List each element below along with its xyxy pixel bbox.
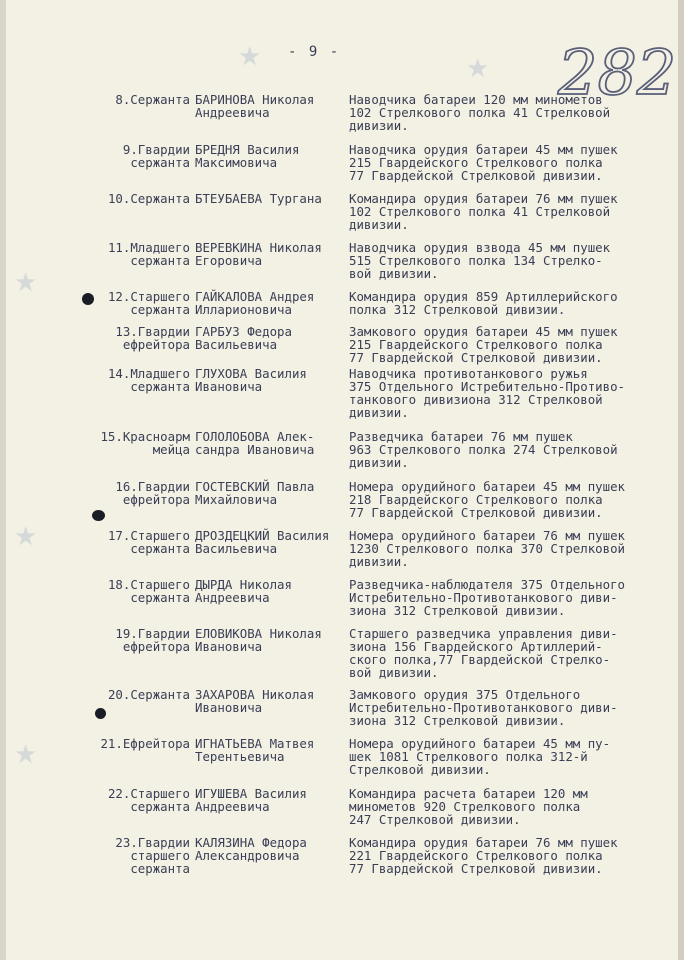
svg-text:282: 282 xyxy=(558,36,677,109)
role-line: Разведчика-наблюдателя 375 Отдельного xyxy=(349,577,626,592)
name-line: БРЕДНЯ Василия xyxy=(195,142,300,157)
role-column xyxy=(349,93,679,132)
name-line: ГАРБУЗ Федора xyxy=(195,324,292,339)
rank-line: 11.Младшего xyxy=(107,240,190,255)
name-line: ДРОЗДЕЦКИЙ Василия xyxy=(195,528,330,543)
name-column xyxy=(195,627,349,653)
name-line: Максимовича xyxy=(195,155,278,170)
name-column xyxy=(195,578,349,604)
role-column xyxy=(349,836,679,875)
rank-line: сержанта xyxy=(130,590,190,605)
role-line: Командира расчета батареи 120 мм xyxy=(349,786,588,801)
rank-column xyxy=(72,627,190,653)
role-line: Командира орудия 859 Артиллерийского xyxy=(349,289,618,304)
rank-column xyxy=(72,430,190,456)
name-column xyxy=(195,737,349,763)
name-line: Васильевича xyxy=(195,337,278,352)
role-column xyxy=(349,529,679,568)
watermark-star-icon: ★ xyxy=(466,54,490,84)
role-line: дивизии. xyxy=(349,118,409,133)
role-line: танкового дивизиона 312 Стрелковой xyxy=(349,392,603,407)
rank-column xyxy=(72,325,190,351)
role-line: 77 Гвардейской Стрелковой дивизии. xyxy=(349,861,603,876)
name-line: КАЛЯЗИНА Федора xyxy=(195,835,307,850)
rank-column xyxy=(72,688,190,701)
role-column xyxy=(349,325,679,364)
name-line: Ивановича xyxy=(195,700,263,715)
name-line: БАРИНОВА Николая xyxy=(195,92,315,107)
name-line: ИГНАТЬЕВА Матвея xyxy=(195,736,315,751)
name-column xyxy=(195,367,349,393)
rank-line: 12.Старшего xyxy=(107,289,190,304)
name-line: Андреевича xyxy=(195,799,270,814)
ink-blot-mark xyxy=(95,708,106,719)
rank-line: 10.Сержанта xyxy=(107,191,190,206)
role-line: Наводчика орудия взвода 45 мм пушек xyxy=(349,240,611,255)
name-line: Васильевича xyxy=(195,541,278,556)
role-line: 102 Стрелкового полка 41 Стрелковой xyxy=(349,204,611,219)
name-line: ЕЛОВИКОВА Николая xyxy=(195,626,322,641)
ink-blot-mark xyxy=(92,510,105,521)
role-line: 515 Стрелкового полка 134 Стрелко- xyxy=(349,253,603,268)
rank-line: 9.Гвардии xyxy=(122,142,190,157)
rank-column xyxy=(72,737,190,750)
name-line: сандра Ивановича xyxy=(195,442,315,457)
rank-line: 14.Младшего xyxy=(107,366,190,381)
rank-line: 22.Старшего xyxy=(107,786,190,801)
name-line: ГЛУХОВА Василия xyxy=(195,366,307,381)
role-line: 221 Гвардейского Стрелкового полка xyxy=(349,848,603,863)
rank-line: 19.Гвардии xyxy=(115,626,190,641)
role-line: Стрелковой дивизии. xyxy=(349,762,491,777)
role-line: 77 Гвардейской Стрелковой дивизии. xyxy=(349,168,603,183)
rank-line: сержанта xyxy=(130,861,190,876)
rank-line: ефрейтора xyxy=(122,639,190,654)
name-line: ИГУШЕВА Василия xyxy=(195,786,307,801)
rank-line: ефрейтора xyxy=(122,492,190,507)
rank-column xyxy=(72,787,190,813)
role-line: Наводчика орудия батареи 45 мм пушек xyxy=(349,142,618,157)
name-column xyxy=(195,480,349,506)
role-line: Номера орудийного батареи 45 мм пу- xyxy=(349,736,611,751)
role-line: Замкового орудия батареи 45 мм пушек xyxy=(349,324,618,339)
rank-column xyxy=(72,578,190,604)
rank-column xyxy=(72,836,190,875)
rank-column xyxy=(72,367,190,393)
role-line: Командира орудия батареи 76 мм пушек xyxy=(349,191,618,206)
role-line: Истребительно-Противотанкового диви- xyxy=(349,700,618,715)
role-line: полка 312 Стрелковой дивизии. xyxy=(349,302,566,317)
role-line: вой дивизии. xyxy=(349,266,439,281)
name-column xyxy=(195,688,349,714)
rank-line: 21.Ефрейтора xyxy=(100,736,190,751)
role-line: Командира орудия батареи 76 мм пушек xyxy=(349,835,618,850)
rank-line: сержанта xyxy=(130,253,190,268)
name-column xyxy=(195,529,349,555)
role-line: вой дивизии. xyxy=(349,665,439,680)
name-line: Александровича xyxy=(195,848,300,863)
role-line: минометов 920 Стрелкового полка xyxy=(349,799,581,814)
role-column xyxy=(349,367,679,419)
rank-line: 20.Сержанта xyxy=(107,687,190,702)
role-line: Номера орудийного батареи 45 мм пушек xyxy=(349,479,626,494)
name-line: Ивановича xyxy=(195,639,263,654)
rank-line: мейца xyxy=(152,442,190,457)
role-column xyxy=(349,787,679,826)
rank-line: 23.Гвардии xyxy=(115,835,190,850)
role-line: 215 Гвардейского Стрелкового полка xyxy=(349,337,603,352)
role-line: 247 Стрелковой дивизии. xyxy=(349,812,521,827)
watermark-star-icon: ★ xyxy=(14,268,38,298)
role-column xyxy=(349,241,679,280)
name-column xyxy=(195,290,349,316)
role-line: 1230 Стрелкового полка 370 Стрелковой xyxy=(349,541,626,556)
rank-column xyxy=(72,192,190,205)
name-line: ДЫРДА Николая xyxy=(195,577,292,592)
role-column xyxy=(349,578,679,617)
name-line: ГОСТЕВСКИЙ Павла xyxy=(195,479,315,494)
role-line: Старшего разведчика управления диви- xyxy=(349,626,618,641)
rank-line: ефрейтора xyxy=(122,337,190,352)
name-line: Илларионовича xyxy=(195,302,292,317)
rank-line: 18.Старшего xyxy=(107,577,190,592)
rank-line: сержанта xyxy=(130,155,190,170)
rank-line: сержанта xyxy=(130,302,190,317)
role-line: Наводчика батареи 120 мм минометов xyxy=(349,92,603,107)
role-column xyxy=(349,290,679,316)
role-line: 102 Стрелкового полка 41 Стрелковой xyxy=(349,105,611,120)
role-line: Замкового орудия 375 Отдельного xyxy=(349,687,581,702)
rank-line: 13.Гвардии xyxy=(115,324,190,339)
name-column xyxy=(195,325,349,351)
rank-line: 8.Сержанта xyxy=(115,92,190,107)
rank-line: 17.Старшего xyxy=(107,528,190,543)
watermark-star-icon: ★ xyxy=(14,740,38,770)
role-line: зиона 312 Стрелковой дивизии. xyxy=(349,603,566,618)
role-line: 77 Гвардейской Стрелковой дивизии. xyxy=(349,350,603,365)
role-column xyxy=(349,430,679,469)
role-column xyxy=(349,737,679,776)
rank-column xyxy=(72,480,190,506)
role-line: дивизии. xyxy=(349,405,409,420)
name-line: Терентьевича xyxy=(195,749,285,764)
role-column xyxy=(349,688,679,727)
role-line: 77 Гвардейской Стрелковой дивизии. xyxy=(349,505,603,520)
name-line: Михайловича xyxy=(195,492,278,507)
rank-line: сержанта xyxy=(130,541,190,556)
name-column xyxy=(195,93,349,119)
role-column xyxy=(349,480,679,519)
role-line: 375 Отдельного Истребительно-Противо- xyxy=(349,379,626,394)
ink-blot-mark xyxy=(82,293,94,305)
role-line: дивизии. xyxy=(349,455,409,470)
rank-column xyxy=(72,241,190,267)
role-line: дивизии. xyxy=(349,217,409,232)
rank-column xyxy=(72,143,190,169)
name-column xyxy=(195,787,349,813)
role-line: ского полка,77 Гвардейской Стрелко- xyxy=(349,652,611,667)
rank-line: сержанта xyxy=(130,799,190,814)
role-line: шек 1081 Стрелкового полка 312-й xyxy=(349,749,588,764)
watermark-star-icon: ★ xyxy=(238,42,262,72)
page-number: - 9 - xyxy=(288,44,341,60)
watermark-star-icon: ★ xyxy=(14,522,38,552)
rank-line: сержанта xyxy=(130,379,190,394)
role-column xyxy=(349,192,679,231)
name-column xyxy=(195,143,349,169)
role-line: зиона 156 Гвардейского Артиллерий- xyxy=(349,639,603,654)
rank-line: 16.Гвардии xyxy=(115,479,190,494)
name-column xyxy=(195,192,349,205)
name-line: ГАЙКАЛОВА Андрея xyxy=(195,289,315,304)
name-column xyxy=(195,430,349,456)
name-line: Андреевича xyxy=(195,590,270,605)
rank-column xyxy=(72,93,190,106)
role-line: Истребительно-Противотанкового диви- xyxy=(349,590,618,605)
role-line: Номера орудийного батареи 76 мм пушек xyxy=(349,528,626,543)
name-column xyxy=(195,836,349,862)
role-line: дивизии. xyxy=(349,554,409,569)
name-line: ВЕРЕВКИНА Николая xyxy=(195,240,322,255)
name-line: Ивановича xyxy=(195,379,263,394)
rank-line: старшего xyxy=(130,848,190,863)
role-line: 218 Гвардейского Стрелкового полка xyxy=(349,492,603,507)
name-line: Егоровича xyxy=(195,253,263,268)
name-line: Андреевича xyxy=(195,105,270,120)
rank-column xyxy=(72,529,190,555)
role-line: Разведчика батареи 76 мм пушек xyxy=(349,429,573,444)
role-line: 963 Стрелкового полка 274 Стрелковой xyxy=(349,442,618,457)
name-column xyxy=(195,241,349,267)
rank-line: 15.Красноарм xyxy=(100,429,190,444)
role-line: Наводчика противотанкового ружья xyxy=(349,366,588,381)
role-line: 215 Гвардейского Стрелкового полка xyxy=(349,155,603,170)
role-column xyxy=(349,143,679,182)
name-line: ГОЛОЛОБОВА Алек- xyxy=(195,429,315,444)
role-column xyxy=(349,627,679,679)
name-line: БТЕУБАЕВА Тургана xyxy=(195,191,322,206)
role-line: зиона 312 Стрелковой дивизии. xyxy=(349,713,566,728)
name-line: ЗАХАРОВА Николая xyxy=(195,687,315,702)
